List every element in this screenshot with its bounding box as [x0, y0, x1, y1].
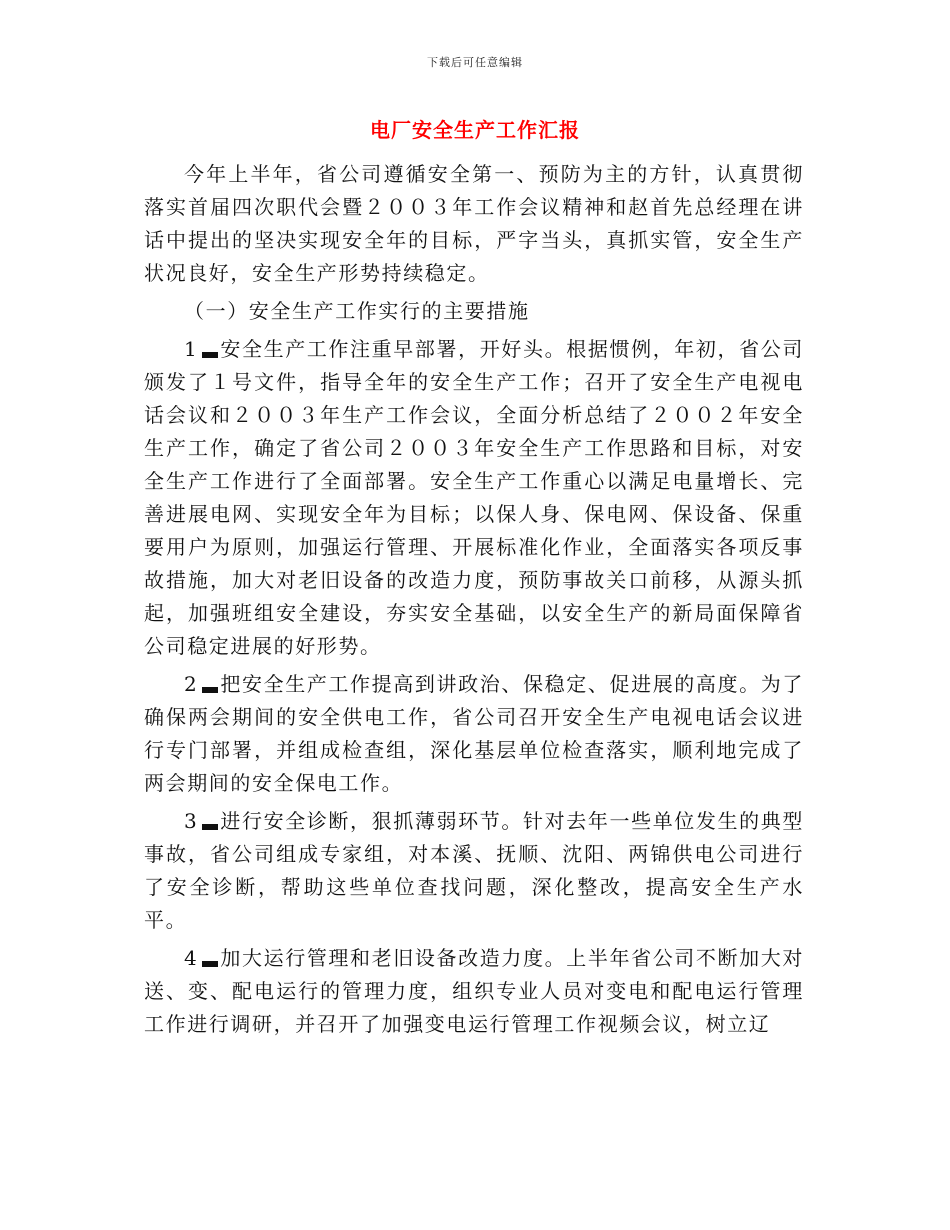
- item-number: 3: [184, 809, 199, 833]
- document-body: [144, 158, 804, 1046]
- list-item: [144, 333, 804, 663]
- separator-mark-icon: [202, 961, 218, 967]
- intro-paragraph: 今年上半年，省公司遵循安全第一、预防为主的方针，认真贯彻落实首届四次职代会暨２００３年工作会议精神和赵首先总经理在讲话中提出的坚决实现安全年的目标，严字当头，真抓实管，安全生产状况良好，安全生产形势持续稳定。: [144, 162, 804, 285]
- item-text: 加大运行管理和老旧设备改造力度。上半年省公司不断加大对送、变、配电运行的管理力度，组织专业人员对变电和配电运行管理工作进行调研，并召开了加强变电运行管理工作视频会议，树立辽: [144, 946, 804, 1036]
- item-text: 进行安全诊断，狠抓薄弱环节。针对去年一些单位发生的典型事故，省公司组成专家组，对本溪、抚顺、沈阳、两锦供电公司进行了安全诊断，帮助这些单位查找问题，深化整改，提高安全生产水平。: [144, 809, 804, 932]
- item-number: 2: [184, 672, 199, 696]
- list-item: [144, 942, 804, 1041]
- separator-mark-icon: [202, 824, 218, 830]
- page-header-note: 下载后可任意编辑: [427, 56, 523, 69]
- section-heading: （一）安全生产工作实行的主要措施: [184, 299, 530, 323]
- separator-mark-icon: [202, 352, 218, 358]
- document-title: 电厂安全生产工作汇报: [370, 118, 580, 142]
- list-item: [144, 668, 804, 800]
- separator-mark-icon: [202, 687, 218, 693]
- item-number: 1: [184, 337, 199, 361]
- item-number: 4: [184, 946, 199, 970]
- item-text: 安全生产工作注重早部署，开好头。根据惯例，年初，省公司颁发了１号文件，指导全年的安全生产工作；召开了安全生产电视电话会议和２００３年生产工作会议，全面分析总结了２００２年安全生产工作，确定了省公司２００３年安全生产工作思路和目标，对安全生产工作进行了全面部署。安全生产工作重心以满足电量增长、完善进展电网、实现安全年为目标；以保人身、保电网、保设备、保重要用户为原则，加强运行管理、开展标准化作业，全面落实各项反事故措施，加大对老旧设备的改造力度，预防事故关口前移，从源头抓起，加强班组安全建设，夯实安全基础，以安全生产的新局面保障省公司稳定进展的好形势。: [144, 337, 804, 658]
- list-item: [144, 805, 804, 937]
- item-text: 把安全生产工作提高到讲政治、保稳定、促进展的高度。为了确保两会期间的安全供电工作，省公司召开安全生产电视电话会议进行专门部署，并组成检查组，深化基层单位检查落实，顺利地完成了两会期间的安全保电工作。: [144, 672, 804, 795]
